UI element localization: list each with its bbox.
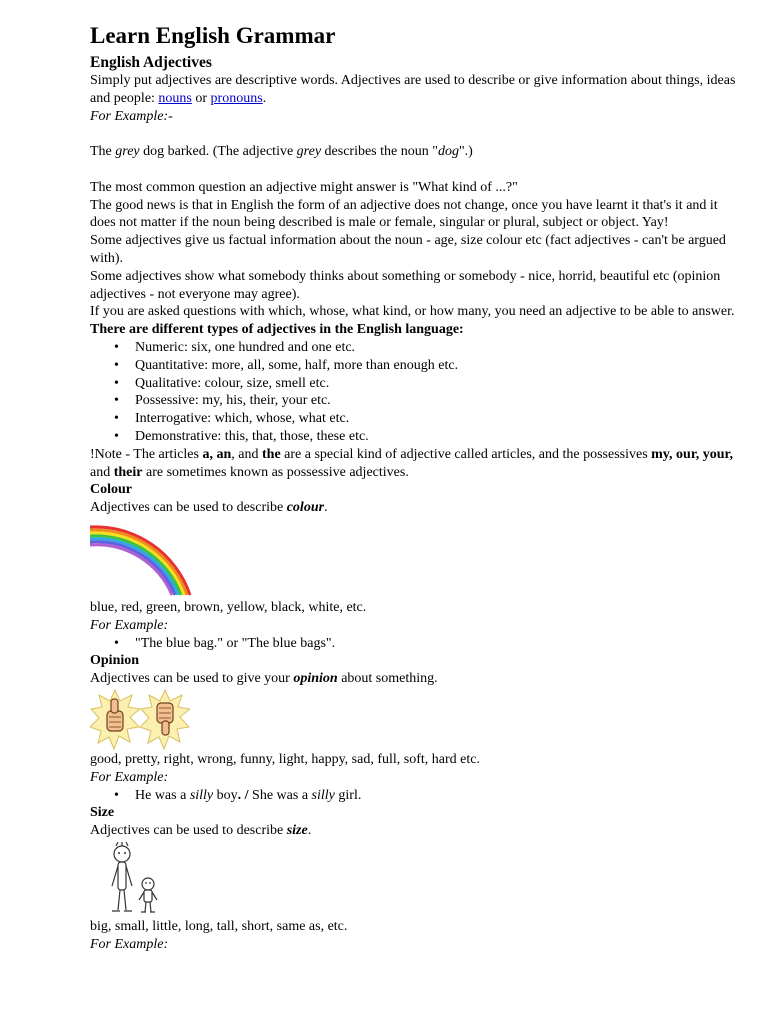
rainbow-image	[90, 519, 200, 599]
types-heading: There are different types of adjectives in the English language:	[90, 322, 464, 338]
spacer	[90, 161, 740, 179]
thumbs-up-down-image	[90, 689, 190, 751]
opinion-example-list	[90, 787, 740, 805]
colour-heading: Colour	[90, 482, 132, 498]
opinion-examples: good, pretty, right, wrong, funny, light, happy, sad, full, soft, hard etc.	[90, 751, 480, 767]
colour-description: Adjectives can be used to describe colour.	[90, 500, 328, 516]
tall-short-figures-image	[90, 842, 170, 918]
opinion-heading: Opinion	[90, 653, 140, 669]
list-item: • Quantitative: more, all, some, half, more than enough etc.	[135, 357, 740, 375]
example-sentence: The grey dog barked. (The adjective grey describes the noun "dog".)	[90, 144, 473, 160]
paragraph: If you are asked questions with which, whose, what kind, or how many, you need an adjective to be able to answer.	[90, 304, 735, 320]
paragraph: The good news is that in English the form of an adjective does not change, once you have learnt it that's it and it does not matter if the noun being described is male or female, singular or plural, subject or object. Yay!	[90, 197, 718, 231]
document-page	[90, 22, 740, 953]
for-example-label: For Example:-	[90, 108, 173, 124]
size-heading: Size	[90, 805, 115, 821]
note-paragraph: !Note - The articles a, an, and the are a special kind of adjective called articles, and the possessives my, our, your, and their are sometimes known as possessive adjectives.	[90, 446, 733, 480]
colour-examples: blue, red, green, brown, yellow, black, white, etc.	[90, 599, 367, 615]
list-item: • Interrogative: which, whose, what etc.	[135, 410, 740, 428]
paragraph: The most common question an adjective might answer is "What kind of ...?"	[90, 179, 518, 195]
list-item: • He was a silly boy. / She was a silly girl.	[135, 787, 740, 805]
list-item: • Qualitative: colour, size, smell etc.	[135, 375, 740, 393]
size-examples: big, small, little, long, tall, short, same as, etc.	[90, 918, 348, 934]
nouns-link[interactable]: nouns	[158, 90, 192, 106]
opinion-description: Adjectives can be used to give your opinion about something.	[90, 671, 438, 687]
paragraph: Some adjectives show what somebody thinks about something or somebody - nice, horrid, beautiful etc (opinion adjectives - not everyone may agree).	[90, 268, 721, 302]
page-title: Learn English Grammar	[90, 23, 336, 48]
size-description: Adjectives can be used to describe size.	[90, 823, 312, 839]
list-item: • "The blue bag." or "The blue bags".	[135, 635, 740, 653]
list-item: • Demonstrative: this, that, those, these etc.	[135, 428, 740, 446]
paragraph: Some adjectives give us factual information about the noun - age, size colour etc (fact adjectives - can't be argued with).	[90, 233, 726, 266]
for-example-label: For Example:	[90, 936, 169, 952]
colour-example-list	[90, 635, 740, 653]
intro-paragraph: Simply put adjectives are descriptive words. Adjectives are used to describe or give information about things, ideas and people: nouns or pronouns.	[90, 73, 736, 106]
pronouns-link[interactable]: pronouns	[210, 90, 263, 106]
spacer	[90, 125, 740, 143]
list-item: • Possessive: my, his, their, your etc.	[135, 392, 740, 410]
for-example-label: For Example:	[90, 769, 169, 785]
subtitle: English Adjectives	[90, 54, 212, 71]
types-list	[90, 339, 740, 446]
list-item: • Numeric: six, one hundred and one etc.	[135, 339, 740, 357]
for-example-label: For Example:	[90, 617, 169, 633]
